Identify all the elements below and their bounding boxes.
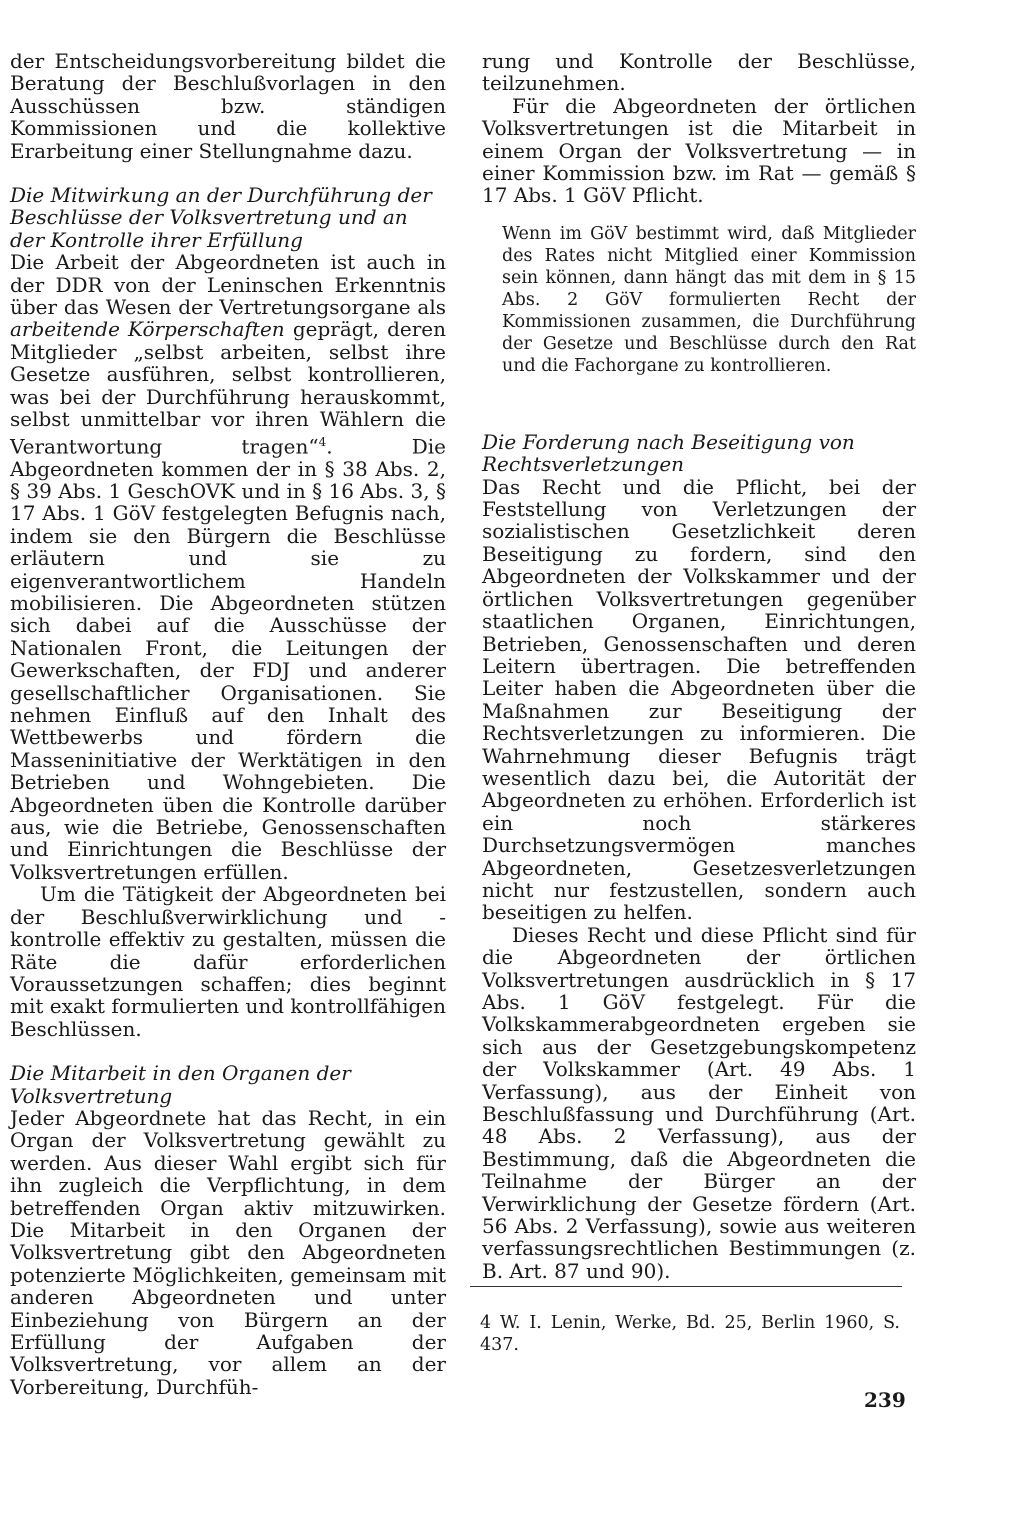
section-heading: Die Mitwirkung an der Durchführung der Beschlüsse der Volksvertretung und an der Kontrolle ihrer Erfüllung (10, 183, 432, 252)
paragraph: Dieses Recht und diese Pflicht sind für die Abgeordneten der örtlichen Volksvertretungen ausdrücklich in § 17 Abs. 1 GöV festgelegt. Für die Volkskammerabgeordneten ergeben sie sich aus der Gesetzgebungskompetenz der Volkskammer (Art. 49 Abs. 1 Verfassung), aus der Einheit von Beschlußfassung und Durchführung (Art. 48 Abs. 2 Verfassung), aus der Bestimmung, daß die Abgeordneten die Teilnahme der Bürger an der Verwirklichung der Gesetze fördern (Art. 56 Abs. 2 Verfassung), sowie aus weiteren verfassungsrechtlichen Bestimmungen (z. B. Art. 87 und 90). (482, 922, 916, 1283)
footnote-divider (470, 1286, 902, 1287)
section-heading: Die Forderung nach Beseitigung von Rechtsverletzungen (482, 429, 855, 477)
small-print-note: Wenn im GöV bestimmt wird, daß Mitglieder des Rates nicht Mitglied einer Kommission sein können, dann hängt das mit dem in § 15 Abs. 2 GöV formulierten Recht der Kommissionen zusammen, die Durchführung der Gesetze und Beschlüsse durch den Rat und die Fachorgane zu kontrollieren. (502, 223, 916, 376)
section-heading: Die Mitarbeit in den Organen der Volksvertretung (10, 1061, 351, 1108)
left-column (10, 50, 446, 1398)
right-column (482, 50, 916, 1282)
page-number: 239 (864, 1388, 906, 1412)
footnote-ref: 4 (318, 434, 327, 449)
paragraph: Für die Abgeordneten der örtlichen Volksvertretungen ist die Mitarbeit in einem Organ der Volksvertretung — in einer Kommission bzw. im Rat — gemäß § 17 Abs. 1 GöV Pflicht. (482, 93, 916, 208)
footnote: 4 W. I. Lenin, Werke, Bd. 25, Berlin 1960, S. 437. (480, 1313, 900, 1355)
paragraph: Um die Tätigkeit der Abgeordneten bei der Beschlußverwirklichung und -kontrolle effektiv zu gestalten, müssen die Räte die dafür erforderlichen Voraussetzungen schaffen; dies beginnt mit exakt formulierten und kontrollfähigen Beschlüssen. (10, 882, 446, 1041)
paragraph: Das Recht und die Pflicht, bei der Feststellung von Verletzungen der sozialistischen Gesetzlichkeit deren Beseitigung zu fordern, sind den Abgeordneten der Volkskammer und der örtlichen Volksvertretungen gegenüber staatlichen Organen, Einrichtungen, Betrieben, Genossenschaften und deren Leitern übertragen. Die betreffenden Leiter haben die Abgeordneten über die Maßnahmen zur Beseitigung der Rechtsverletzungen zu informieren. Die Wahrnehmung dieser Befugnis trägt wesentlich dazu bei, die Autorität der Abgeordneten zu erhöhen. Erforderlich ist ein noch stärkeres Durchsetzungsvermögen manches Abgeordneten, Gesetzesverletzungen nicht nur festzustellen, sondern auch beseitigen zu helfen. (482, 474, 916, 925)
paragraph: rung und Kontrolle der Beschlüsse, teilzunehmen. (482, 49, 916, 96)
paragraph: Jeder Abgeordnete hat das Recht, in ein Organ der Volksvertretung gewählt zu werden. Aus dieser Wahl ergibt sich für ihn zugleich die Verpflichtung, in dem betreffenden Organ aktiv mitzuwirken. Die Mitarbeit in den Organen der Volksvertretung gibt den Abgeordneten potenzierte Möglichkeiten, gemeinsam mit anderen Abgeordneten und unter Einbeziehung von Bürgern an der Erfüllung der Aufgaben der Volksvertretung, vor allem an der Vorbereitung, Durchfüh- (10, 1105, 446, 1399)
paragraph: Die Arbeit der Abgeordneten ist auch in der DDR von der Leninschen Erkenntnis über das Wesen der Vertretungsorgane als arbeitende Körperschaften geprägt, deren Mitglieder „selbst arbeiten, selbst ihre Gesetze ausführen, selbst kontrollieren, was bei der Durchführung herauskommt, selbst unmittelbar vor ihren Wählern die Verantwortung tragen“$^4$. Die Abgeordneten kommen der in § 38 Abs. 2, § 39 Abs. 1 GeschOVK und in § 16 Abs. 3, § 17 Abs. 1 GöV festgelegten Befugnis nach, indem sie den Bürgern die Beschlüsse erläutern und sie zu eigenverantwortlichem Handeln mobilisieren. Die Abgeordneten stützen sich dabei auf die Ausschüsse der Nationalen Front, die Leitungen der Gewerkschaften, der FDJ und anderer gesellschaftlicher Organisationen. Sie nehmen Einfluß auf den Inhalt des Wettbewerbs und fördern die Masseninitiative der Werktätigen in den Betrieben und Wohngebieten. Die Abgeordneten üben die Kontrolle darüber aus, wie die Betriebe, Genossenschaften und Einrichtungen die Beschlüsse der Volksvertretungen erfüllen. (10, 250, 447, 884)
paragraph: der Entscheidungsvorbereitung bildet die Beratung der Beschlußvorlagen in den Ausschüssen bzw. ständigen Kommissionen und die kollektive Erarbeitung einer Stellungnahme dazu. (10, 49, 446, 163)
